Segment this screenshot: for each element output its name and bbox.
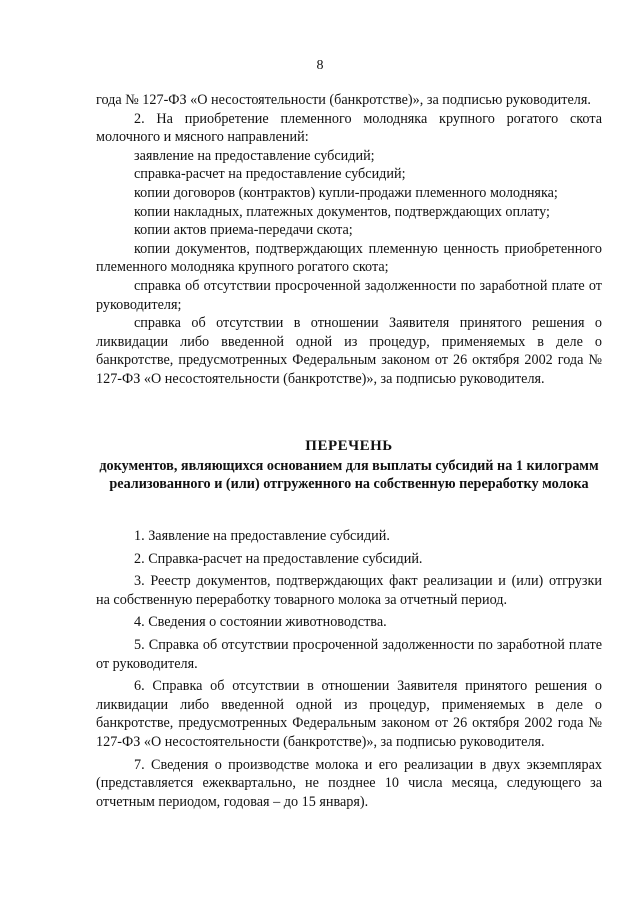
list-item: копии договоров (контрактов) купли-продажи племенного молодняка; xyxy=(134,184,558,201)
continuation-paragraph: года № 127-ФЗ «О несостоятельности (банкротстве)», за подписью руководителя. xyxy=(96,92,591,108)
heading-subtitle: документов, являющихся основанием для выплаты субсидий на 1 килограмм реализованного и (или) отгруженного на собственную переработку молока xyxy=(99,457,599,493)
documents-list xyxy=(96,527,602,811)
list-item-copies-docs: копии документов, подтверждающих племенную ценность приобретенного племенного молодняка крупного рогатого скота; xyxy=(96,240,602,276)
list-item-debt: справка об отсутствии просроченной задолженности по заработной плате от руководителя; xyxy=(96,277,602,313)
list-item: копии накладных, платежных документов, подтверждающих оплату; xyxy=(134,203,550,220)
numbered-item: 3. Реестр документов, подтверждающих факт реализации и (или) отгрузки на собственную переработку товарного молока за отчетный период. xyxy=(96,573,602,608)
list-item-liquidation: справка об отсутствии в отношении Заявителя принятого решения о ликвидации либо введенной одной из процедур, применяемых в деле о банкротстве, предусмотренных Федеральным законом от 26 октября 2002 года № 127-ФЗ «О несостоятельности (банкротстве)», за подписью руководителя. xyxy=(96,315,602,387)
numbered-item: 7. Сведения о производстве молока и его реализации в двух экземплярах (представляется ежеквартально, не позднее 10 числа месяца, следующего за отчетным периодом, годовая – до 15 января). xyxy=(96,756,602,810)
list-item: справка-расчет на предоставление субсидий; xyxy=(134,166,406,183)
top-section xyxy=(96,91,602,389)
section-heading xyxy=(96,437,602,494)
numbered-item: 6. Справка об отсутствии в отношении Заявителя принятого решения о ликвидации либо введенной одной из процедур, применяемых в деле о банкротстве, предусмотренных Федеральным законом от 26 октября 2002 года № 127-ФЗ «О несостоятельности (банкротстве)», за подписью руководителя. xyxy=(96,678,602,750)
heading-title: ПЕРЕЧЕНЬ xyxy=(305,438,393,454)
numbered-item: 4. Сведения о состоянии животноводства. xyxy=(134,614,387,631)
page-number: 8 xyxy=(316,58,324,73)
item2-heading: 2. На приобретение племенного молодняка крупного рогатого скота молочного и мясного направлений: xyxy=(96,110,602,146)
numbered-item: 2. Справка-расчет на предоставление субсидий. xyxy=(134,550,423,567)
numbered-item: 5. Справка об отсутствии просроченной задолженности по заработной плате от руководителя. xyxy=(96,636,602,672)
list-item: заявление на предоставление субсидий; xyxy=(134,147,375,164)
list-item: копии актов приема-передачи скота; xyxy=(134,222,353,239)
numbered-item: 1. Заявление на предоставление субсидий. xyxy=(134,528,390,544)
